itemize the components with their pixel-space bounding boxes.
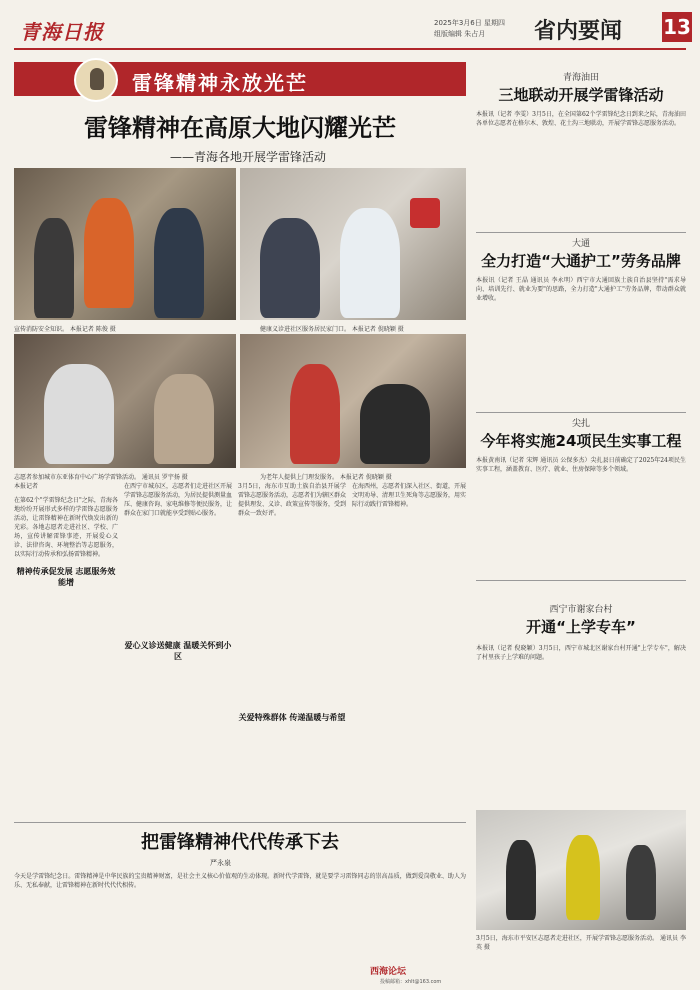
photo-caption: 3月5日，海东市平安区志愿者走进社区，开展学雷锋志愿服务活动。 通讯员 李英 摄 xyxy=(476,935,686,951)
photo-caption: 宣传消防安全知识。 本报记者 陈俊 摄 xyxy=(14,326,116,333)
page-number: 13 xyxy=(662,12,692,42)
newspaper-logo: 青海日报 xyxy=(20,20,104,44)
banner-title: 雷锋精神永放光芒 xyxy=(132,71,308,95)
photo-snow-volunteers xyxy=(476,810,686,930)
column-email: 投稿邮箱：xhlt@163.com xyxy=(380,979,442,985)
photo-haircut-service xyxy=(240,334,466,468)
masthead xyxy=(14,10,691,50)
issue-info xyxy=(434,18,505,40)
section-divider xyxy=(476,232,686,233)
article-text-column: 在第62个"学雷锋纪念日"之际，青海各地纷纷开展形式多样的学雷锋志愿服务活动，让雷锋精神在新时代焕发出新的光彩。各地志愿者走进社区、学校、广场，宣传讲解雷锋事迹，开展爱心义诊、法律咨询、环境整治等志愿服务，以实际行动传承和弘扬雷锋精神。 xyxy=(14,497,118,558)
section-divider xyxy=(476,580,686,581)
feature-headline: 雷锋精神在高原大地闪耀光芒 xyxy=(84,113,396,142)
article-kicker: 西宁市谢家台村 xyxy=(549,605,613,615)
photo-health-clinic xyxy=(240,168,466,320)
article-headline: 全力打造“大通护工”劳务品牌 xyxy=(481,252,681,270)
column-name: 西海论坛 xyxy=(370,967,407,977)
issue-editors: 组版编辑 朱占月 xyxy=(434,30,486,38)
article-body: 本报讯（记者 王晶 通讯员 李永明）西宁市大通回族土族自治县坚持"需求导向、培训先行、就业为要"的思路，全力打造"大通护工"劳务品牌，带动群众就业增收。 xyxy=(476,277,686,302)
article-headline: 今年将实施24项民生实事工程 xyxy=(480,432,682,450)
article-body: 本报黄南讯（记者 宋辉 通讯员 公保多杰）尖扎县日前确定了2025年24项民生实事工程，涵盖教育、医疗、就业、住房保障等多个领域。 xyxy=(476,457,686,473)
article-headline: 三地联动开展学雷锋活动 xyxy=(498,86,664,104)
commentary-text: 今天是学雷锋纪念日。雷锋精神是中华民族的宝贵精神财富，是社会主义核心价值观的生动体现。新时代学雷锋，就是要学习雷锋同志的崇高品质，做到爱岗敬业、助人为乐、无私奉献，让雷锋精神在新时代代代相传。 xyxy=(14,873,466,889)
photo-caption: 志愿者参加城市东亚体育中心广场学雷锋活动。 通讯员 罗宇扬 摄 xyxy=(14,474,188,481)
article-subheading: 精神传承促发展 志愿服务效能增 xyxy=(16,567,116,587)
article-text-column: 在西宁市城东区，志愿者们走进社区开展学雷锋志愿服务活动，为居民提供测量血压、健康咨询、家电维修等便民服务，让群众在家门口就能享受到贴心服务。 xyxy=(124,483,232,517)
article-kicker: 青海油田 xyxy=(562,73,599,83)
article-subheading: 爱心义诊送健康 温暖关怀到小区 xyxy=(124,641,232,661)
lei-feng-portrait-icon xyxy=(74,58,118,102)
photo-fire-safety xyxy=(14,168,236,320)
article-kicker: 大通 xyxy=(571,239,590,249)
article-subheading: 关爱特殊群体 传递温暖与希望 xyxy=(238,713,346,722)
article-body: 本报讯（记者 李雯）3月5日，在全国第62个学雷锋纪念日到来之际，青海油田各单位志愿者在格尔木、敦煌、花土沟三地联动，开展学雷锋志愿服务活动。 xyxy=(476,111,686,127)
section-divider xyxy=(476,412,686,413)
feature-banner xyxy=(14,62,466,96)
article-text-column: 3月5日，海东市互助土族自治县开展学雷锋志愿服务活动，志愿者们为辖区群众提供理发、义诊、政策宣传等服务，受到群众一致好评。 xyxy=(238,483,346,517)
commentary-author: 严永泉 xyxy=(210,859,231,867)
photo-volunteers-square xyxy=(14,334,236,468)
feature-subhead: ——青海各地开展学雷锋活动 xyxy=(170,150,327,164)
article-body: 本报讯（记者 倪晓颖）3月5日，西宁市城北区谢家台村开通"上学专车"，解决了村里孩子上学难的问题。 xyxy=(476,645,686,661)
article-byline: 本报记者 xyxy=(14,483,39,490)
commentary-headline: 把雷锋精神代代传承下去 xyxy=(141,832,339,853)
issue-date: 2025年3月6日 星期四 xyxy=(434,19,505,27)
photo-caption: 健康义诊进社区服务居民家门口。 本报记者 倪晓颖 摄 xyxy=(260,326,404,333)
photo-caption: 为老年人提供上门理发服务。 本报记者 倪晓颖 摄 xyxy=(260,474,392,481)
article-headline: 开通“上学专车” xyxy=(526,618,636,636)
article-text-column: 在海西州，志愿者们深入社区、街道，开展文明劝导、清理卫生死角等志愿服务，用实际行动践行雷锋精神。 xyxy=(352,483,466,508)
section-divider xyxy=(14,822,466,823)
article-kicker: 尖扎 xyxy=(571,419,590,429)
section-title: 省内要闻 xyxy=(534,19,623,44)
